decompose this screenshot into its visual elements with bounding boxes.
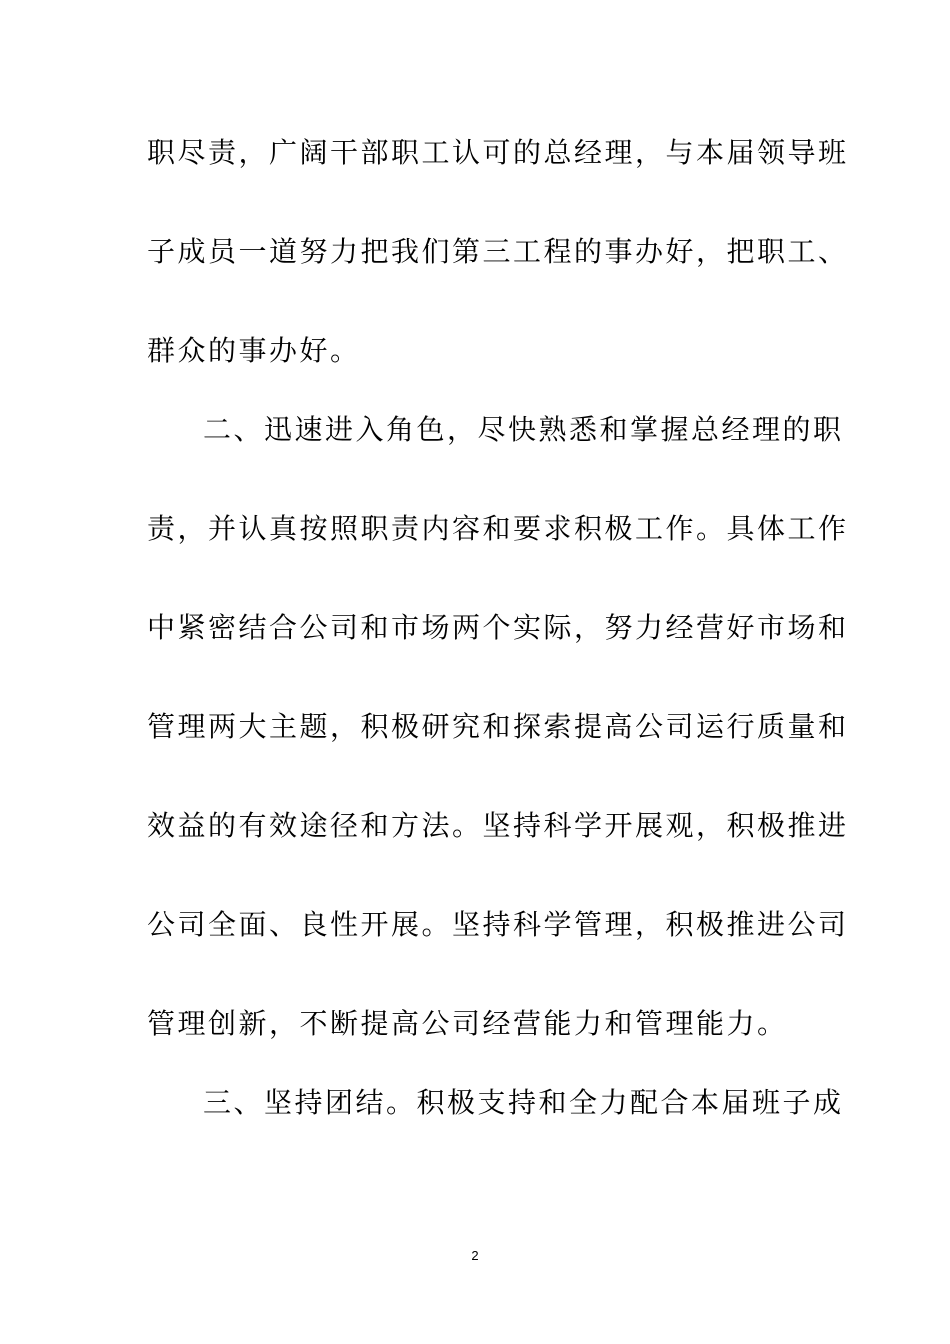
paragraph-line: 子成员一道努力把我们第三工程的事办好，把职工、 [147, 235, 849, 268]
paragraph-line: 管理两大主题，积极研究和探索提高公司运行质量和 [147, 710, 849, 743]
paragraph-line: 效益的有效途径和方法。坚持科学开展观，积极推进 [147, 809, 849, 842]
paragraph-line: 二、迅速进入角色，尽快熟悉和掌握总经理的职 [203, 413, 844, 446]
paragraph-line: 公司全面、良性开展。坚持科学管理，积极推进公司 [147, 908, 849, 941]
paragraph-line: 管理创新，不断提高公司经营能力和管理能力。 [147, 1007, 788, 1040]
paragraph-line: 职尽责，广阔干部职工认可的总经理，与本届领导班 [147, 136, 849, 169]
paragraph-line: 群众的事办好。 [147, 334, 361, 367]
page-number: 2 [471, 1248, 479, 1263]
paragraph-line: 三、坚持团结。积极支持和全力配合本届班子成 [203, 1086, 844, 1119]
paragraph-line: 责，并认真按照职责内容和要求积极工作。具体工作 [147, 512, 849, 545]
paragraph-line: 中紧密结合公司和市场两个实际，努力经营好市场和 [147, 611, 849, 644]
